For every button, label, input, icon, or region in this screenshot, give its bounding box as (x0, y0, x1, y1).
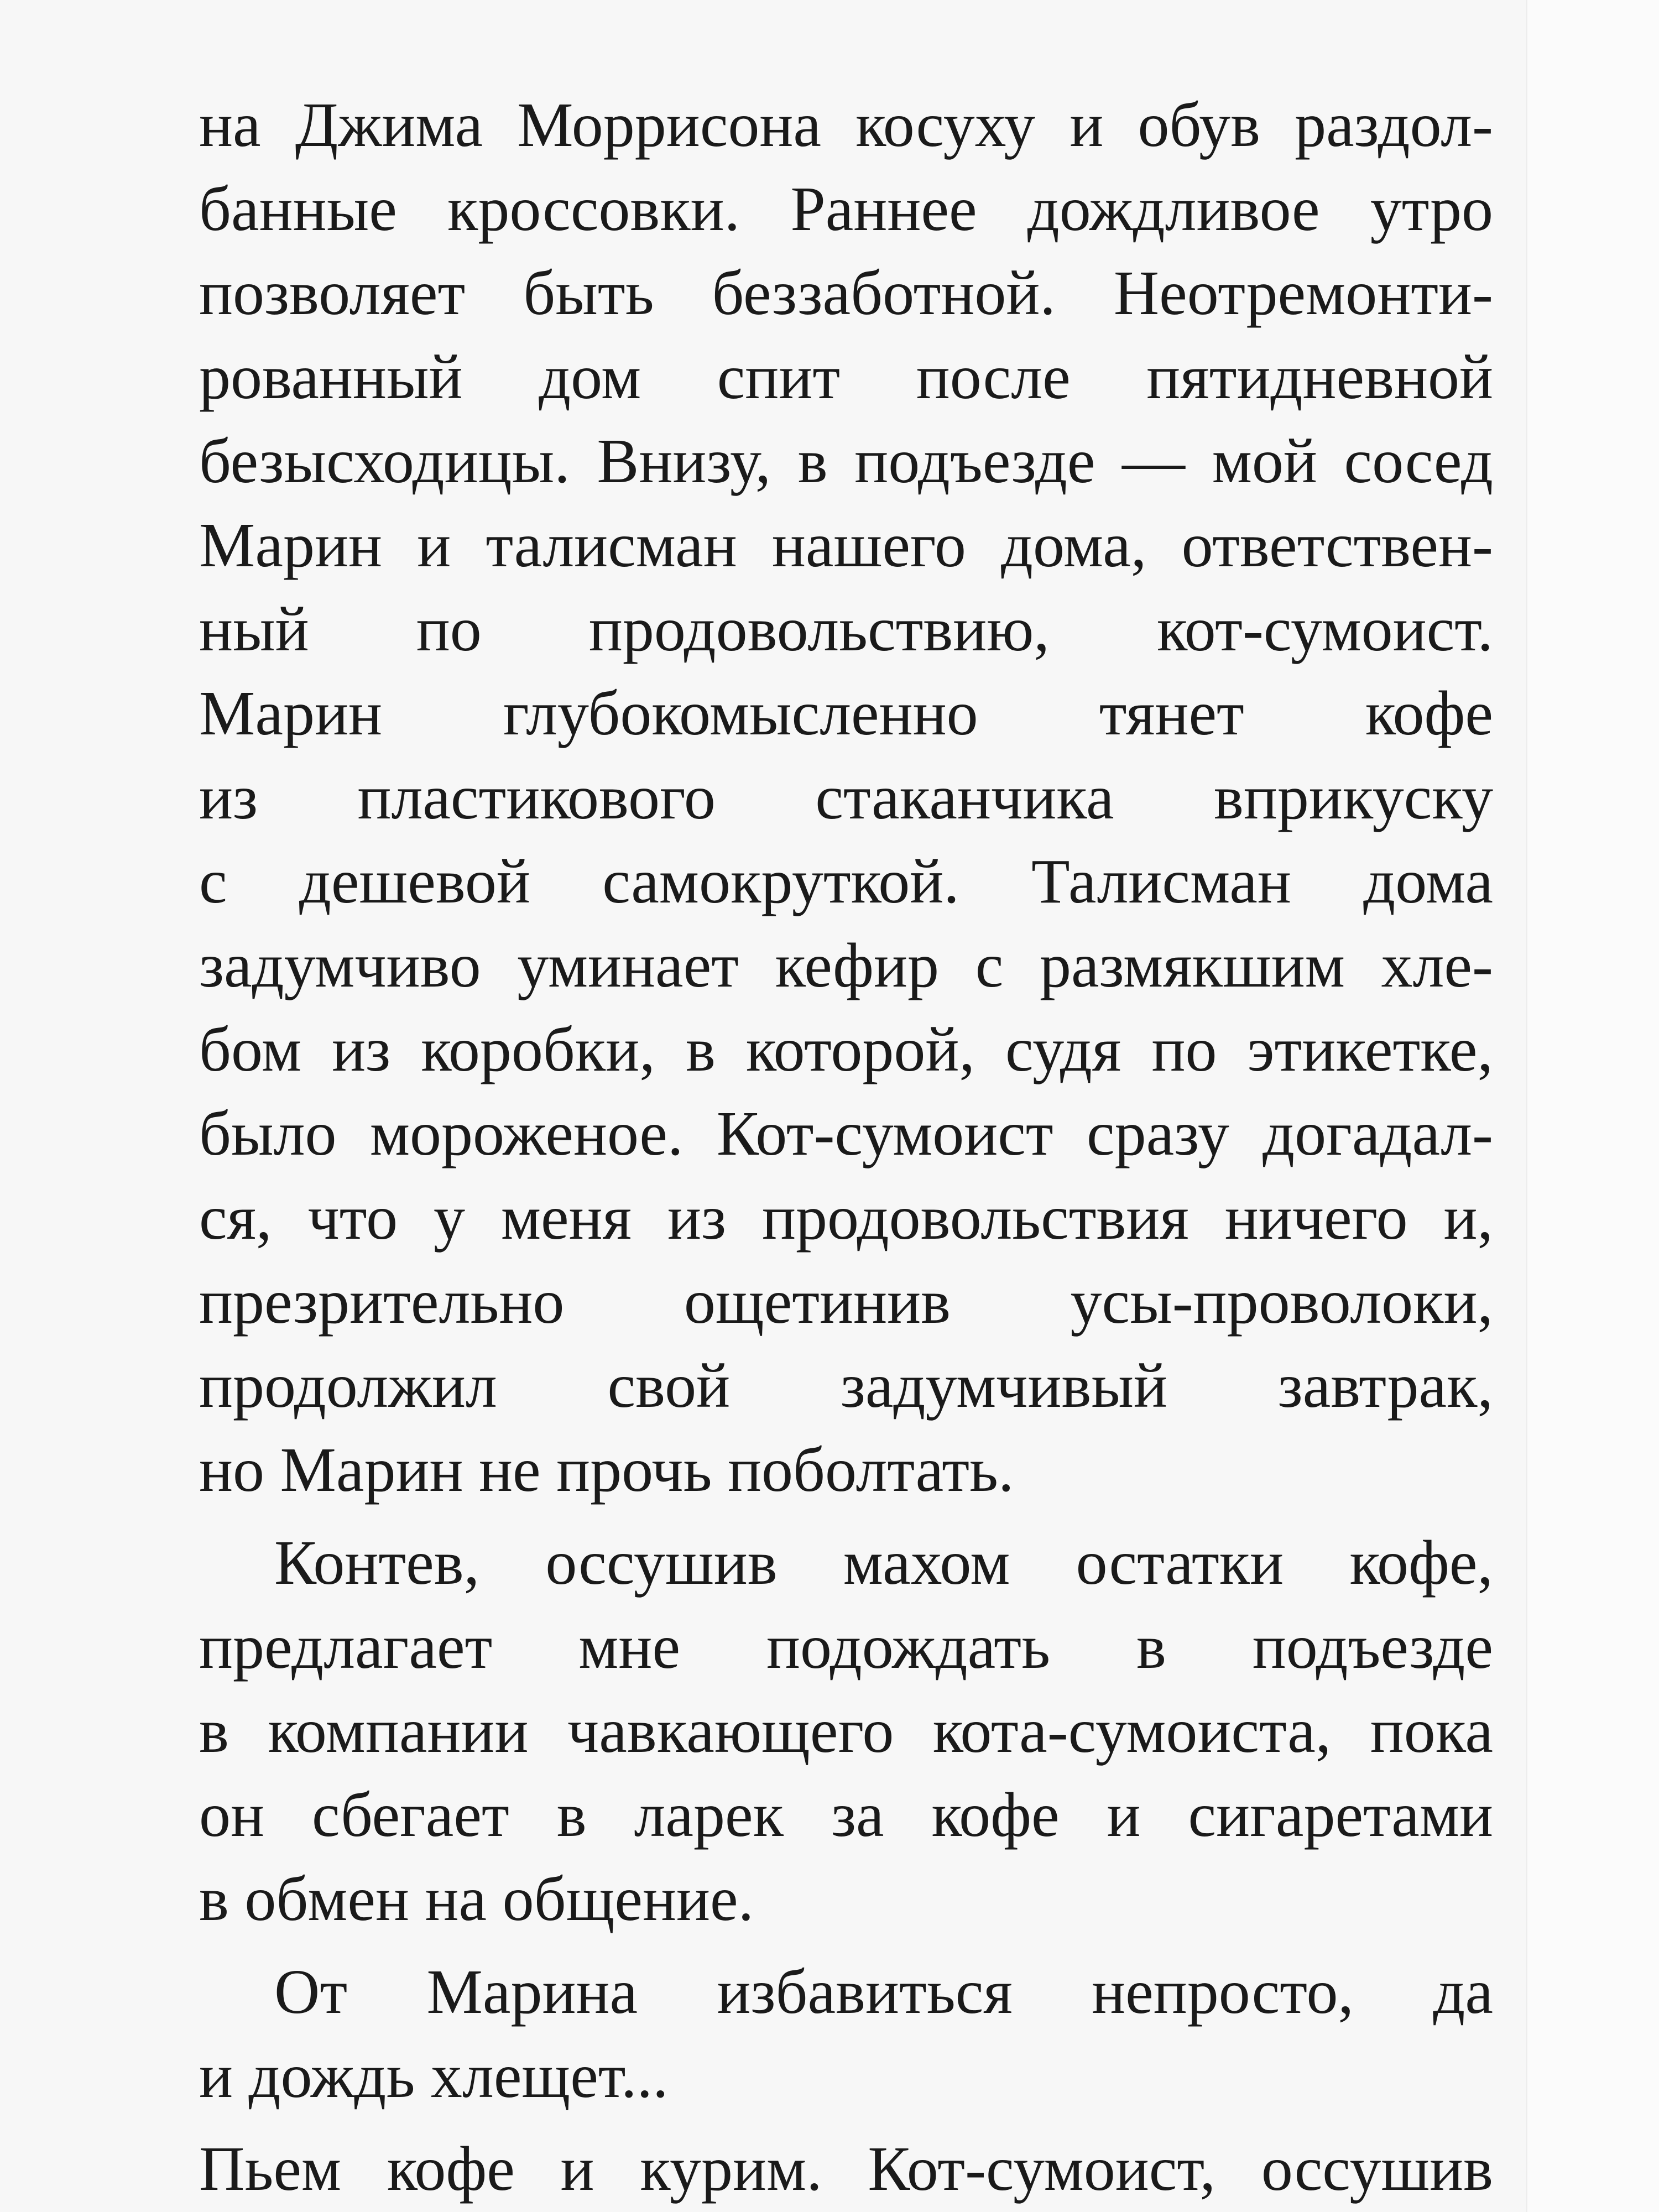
text-line: в обмен на общение. (199, 1864, 754, 1934)
text-line: и дождь хлещет... (199, 2041, 669, 2111)
text-line: рованный дом спит после пятидневной (199, 342, 1493, 412)
text-line: позволяет быть беззаботной. Неотремонти- (199, 258, 1493, 328)
text-line: безысходицы. Внизу, в подъезде — мой сосед (199, 426, 1493, 496)
paragraph-first-line: Пьем кофе и курим. Кот-сумоист, оссушив (199, 2133, 1493, 2204)
text-line: было мороженое. Кот-сумоист сразу догадал- (199, 1098, 1493, 1168)
text-line: предлагает мне подождать в подъезде (199, 1611, 1493, 1682)
text-line: с дешевой самокруткой. Талисман дома (199, 846, 1493, 916)
page-edge (1526, 0, 1659, 2212)
text-line: в компании чавкающего кота-сумоиста, пока (199, 1695, 1493, 1766)
paragraph-first-line: От Марина избавиться непросто, да (274, 1957, 1493, 2027)
text-line: банные кроссовки. Раннее дождливое утро (199, 174, 1493, 244)
text-line: бом из коробки, в которой, судя по этикетке, (199, 1014, 1493, 1084)
text-line: но Марин не прочь поболтать. (199, 1434, 1014, 1505)
text-line: Марин глубокомысленно тянет кофе (199, 678, 1493, 748)
text-line: ный по продовольствию, кот-сумоист. (199, 594, 1493, 664)
text-line: задумчиво уминает кефир с размякшим хле- (199, 930, 1493, 1000)
paragraph-first-line: Контев, оссушив махом остатки кофе, (274, 1527, 1493, 1598)
text-line: из пластикового стаканчика вприкуску (199, 762, 1493, 832)
text-line: он сбегает в ларек за кофе и сигаретами (199, 1780, 1493, 1850)
page-text (199, 83, 1493, 2211)
text-line: презрительно ощетинив усы-проволоки, (199, 1266, 1493, 1337)
text-line: Марин и талисман нашего дома, ответствен- (199, 510, 1493, 580)
text-line: продолжил свой задумчивый завтрак, (199, 1350, 1493, 1421)
text-line: на Джима Моррисона косуху и обув раздол- (199, 90, 1493, 160)
text-line: ся, что у меня из продовольствия ничего и, (199, 1182, 1493, 1253)
